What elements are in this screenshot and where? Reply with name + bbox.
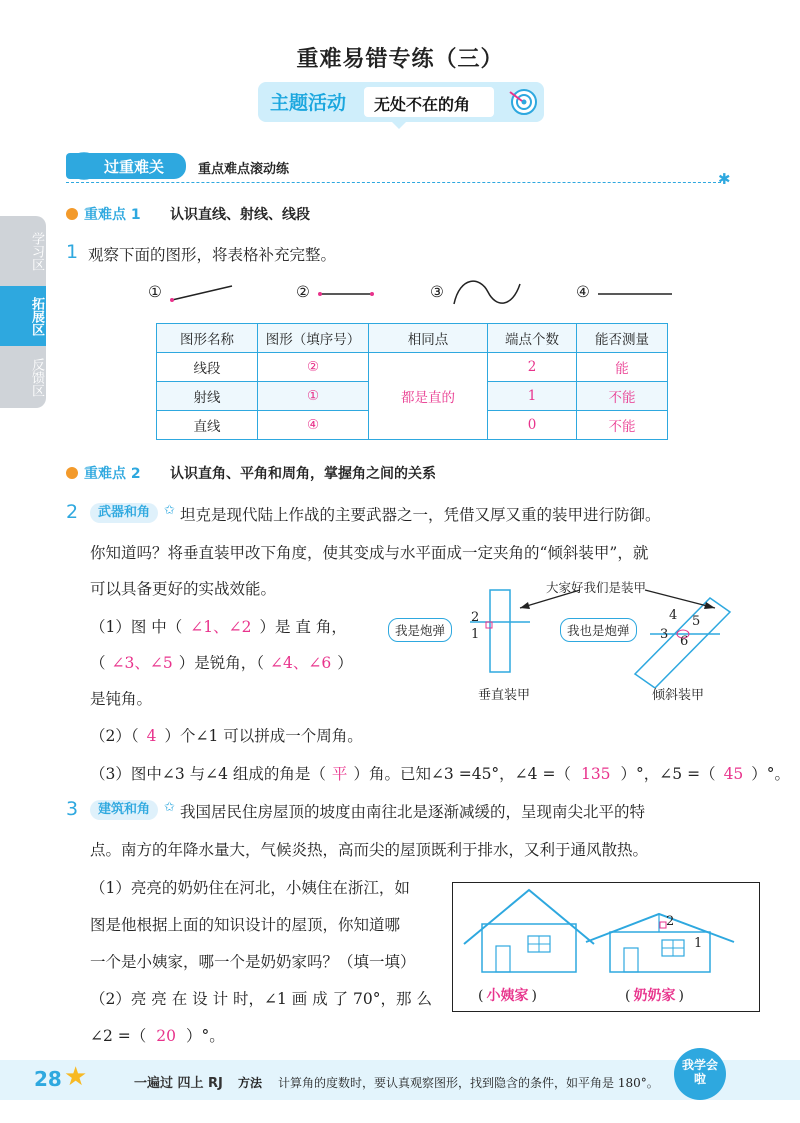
- caption-vertical-armor: 垂直装甲: [478, 688, 531, 703]
- roof-angle-label-2: 2: [666, 914, 675, 929]
- section-divider: [66, 182, 721, 183]
- q2-line3: 可以具备更好的实战效能。: [90, 580, 277, 598]
- th-name: 图形名称: [157, 324, 258, 353]
- q3-part2-line2: ∠2 =（ 20 ）°。: [90, 1027, 225, 1045]
- angle-label-4: 4: [669, 608, 678, 623]
- angle-label-6: 6: [680, 634, 689, 649]
- th-common: 相同点: [369, 324, 488, 353]
- theme-label: 主题活动: [270, 92, 347, 114]
- keypoint1-text: 认识直线、射线、线段: [170, 207, 310, 223]
- table-row: [157, 353, 668, 382]
- line-figures: [160, 276, 680, 316]
- q2-tag: 武器和角: [90, 503, 158, 523]
- roof-angle-label-1: 1: [694, 936, 703, 951]
- star-mascot-icon: ★: [64, 1062, 88, 1092]
- star-icon: ✱: [718, 170, 731, 188]
- caption-tilted-armor: 倾斜装甲: [652, 688, 705, 703]
- q3-line1: 我国居民住房屋顶的坡度由南往北是逐渐减缓的，呈现南尖北平的特: [180, 803, 646, 821]
- answer-right-angles: ∠1、∠2: [190, 618, 252, 636]
- q3-part1-line3: 一个是小姨家，哪一个是奶奶家吗？（填一填）: [90, 953, 416, 971]
- figure-label-3: ③: [430, 283, 444, 301]
- houses-figure: [454, 884, 758, 974]
- q2-number: 2: [66, 501, 79, 523]
- cell-figure: ④: [258, 411, 369, 440]
- answer-acute-angles: ∠3、∠5: [111, 654, 173, 672]
- q3-line2: 点。南方的年降水量大，气候炎热，高而尖的屋顶既利于排水，又利于通风散热。: [90, 841, 649, 859]
- page-title: 重难易错专练（三）: [296, 47, 504, 72]
- section-subtitle: 重点难点滚动练: [198, 162, 290, 177]
- badge-text: 我学会啦: [681, 1058, 718, 1086]
- q2-part3: （3）图中∠3 与∠4 组成的角是（ 平 ）角。已知∠3 =45°，∠4 =（ 135 ）°，∠5 =（ 45 ）°。: [90, 765, 791, 783]
- cell-endpoints: 1: [488, 382, 577, 411]
- angle-label-5: 5: [692, 614, 701, 629]
- th-figure: 图形（填序号）: [258, 324, 369, 353]
- bulb-icon: [66, 467, 78, 479]
- cell-measurable: 不能: [577, 411, 668, 440]
- q1-number: 1: [66, 241, 79, 263]
- cell-name: 射线: [157, 382, 258, 411]
- q3-part1-line2: 图是他根据上面的知识设计的屋顶，你知道哪: [90, 916, 401, 934]
- banner-tail: [390, 120, 408, 129]
- answer-angle-type: 平: [331, 765, 348, 783]
- angle-label-1: 1: [471, 627, 480, 642]
- cell-figure: ②: [258, 353, 369, 382]
- method-text: 计算角的度数时，要认真观察图形，找到隐含的条件，如平角是 180°。: [278, 1076, 659, 1090]
- answer-angle5: 45: [723, 765, 744, 783]
- q2-line1: 坦克是现代陆上作战的主要武器之一，凭借又厚又重的装甲进行防御。: [180, 506, 661, 524]
- figure-label-4: ④: [576, 283, 590, 301]
- q1-text: 观察下面的图形，将表格补充完整。: [88, 246, 337, 264]
- section-tag-text: 过重难关: [104, 158, 165, 176]
- th-measurable: 能否测量: [577, 324, 668, 353]
- figure-label-2: ②: [296, 283, 310, 301]
- tab-extend[interactable]: 拓展区: [0, 286, 46, 346]
- angle-label-3: 3: [660, 627, 669, 642]
- q2-part2: （2）（ 4 ）个∠1 可以拼成一个周角。: [90, 727, 363, 745]
- cell-name: 线段: [157, 353, 258, 382]
- cell-common: 都是直的: [369, 353, 488, 440]
- bubble-shell-2: 我也是炮弹: [560, 618, 637, 642]
- series-name: 一遍过 四上 RJ: [134, 1076, 223, 1091]
- figure-label-1: ①: [148, 283, 162, 301]
- q3-part2-line1: （2）亮 亮 在 设 计 时，∠1 画 成 了 70°，那 么: [90, 990, 432, 1008]
- keypoint2-text: 认识直角、平角和周角，掌握角之间的关系: [170, 466, 436, 482]
- bulb-icon: [66, 208, 78, 220]
- answer-obtuse-angles: ∠4、∠6: [269, 654, 332, 672]
- page-number: 28: [34, 1067, 62, 1091]
- cell-endpoints: 2: [488, 353, 577, 382]
- answer-angle2: 20: [156, 1027, 176, 1045]
- angle-label-2: 2: [471, 610, 480, 625]
- q3-number: 3: [66, 798, 79, 820]
- q2-part1-line1: （1）图 中（ ∠1、∠2 ）是 直 角，: [90, 618, 347, 636]
- q2-part1-line2: （ ∠3、∠5 ）是锐角，（ ∠4、∠6 ）: [90, 654, 353, 672]
- keypoint2-label: 重难点 2: [84, 466, 141, 482]
- method-label: 方法: [238, 1076, 263, 1090]
- q2-part1-line3: 是钝角。: [90, 690, 153, 708]
- th-endpoints: 端点个数: [488, 324, 577, 353]
- q2-line2: 你知道吗？将垂直装甲改下角度，使其变成与水平面成一定夹角的“倾斜装甲”，就: [90, 544, 649, 562]
- tab-study[interactable]: 学习区: [0, 216, 46, 286]
- target-icon: [508, 88, 538, 116]
- star-icon: ✩: [164, 503, 175, 518]
- bubble-shell-1: 我是炮弹: [388, 618, 452, 642]
- cell-measurable: 不能: [577, 382, 668, 411]
- shape-table: [156, 323, 668, 440]
- cell-name: 直线: [157, 411, 258, 440]
- house1-label: ( 小姨家 ): [478, 988, 537, 1004]
- armor-shout: 大家好我们是装甲: [546, 580, 647, 595]
- q3-tag: 建筑和角: [90, 800, 158, 820]
- answer-count: 4: [146, 727, 157, 745]
- cell-measurable: 能: [577, 353, 668, 382]
- cell-endpoints: 0: [488, 411, 577, 440]
- star-icon: ✩: [164, 800, 175, 815]
- cell-figure: ①: [258, 382, 369, 411]
- theme-text: 无处不在的角: [374, 95, 471, 114]
- house2-label: ( 奶奶家 ): [625, 988, 684, 1004]
- q3-part1-line1: （1）亮亮的奶奶住在河北，小姨住在浙江，如: [90, 879, 410, 897]
- answer-angle4: 135: [580, 765, 611, 783]
- keypoint1-label: 重难点 1: [84, 207, 141, 223]
- tab-feedback[interactable]: 反馈区: [0, 346, 46, 408]
